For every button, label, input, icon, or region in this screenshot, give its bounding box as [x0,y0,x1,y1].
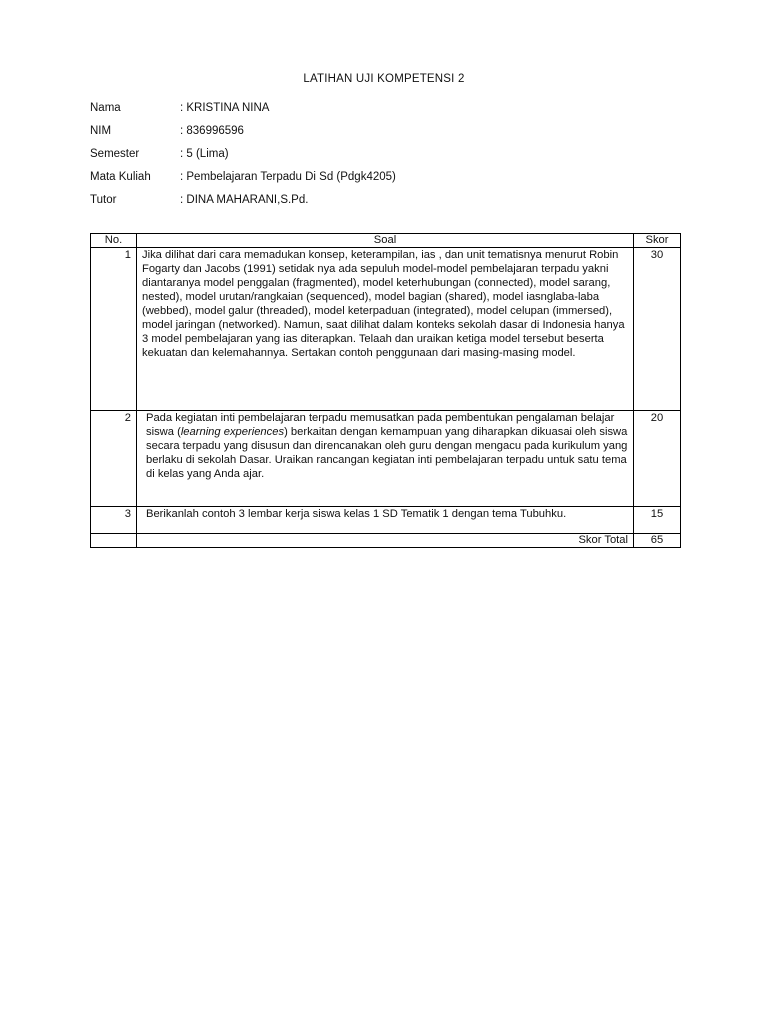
question-score: 20 [634,411,681,507]
info-row-mata-kuliah [90,165,396,188]
info-label: NIM [90,124,112,137]
info-row-tutor [90,188,396,211]
info-value: : 836996596 [180,124,244,137]
header-skor: Skor [634,234,681,248]
question-text-italic: learning experiences [180,426,285,438]
question-number: 2 [91,411,137,507]
info-label: Mata Kuliah [90,170,151,183]
question-number: 1 [91,248,137,411]
question-text-cell [137,507,634,534]
info-value: : DINA MAHARANI,S.Pd. [180,193,309,206]
total-value: 65 [634,534,681,548]
question-text: Berikanlah contoh 3 lembar kerja siswa kelas 1 SD Tematik 1 dengan tema Tubuhku. [146,508,567,520]
info-row-nama [90,96,396,119]
student-info [90,96,396,211]
info-label: Semester [90,147,140,160]
table-row [91,507,681,534]
question-text-part: Pada kegiatan inti pembelajaran terpadu memusatkan pada pembentukan pengalaman belajar siswa ( [146,412,615,438]
question-number: 3 [91,507,137,534]
table-row [91,411,681,507]
total-label: Skor Total [137,534,634,548]
total-row [91,534,681,548]
question-text-cell [137,248,634,411]
question-score: 15 [634,507,681,534]
question-table [90,233,681,548]
page-title: LATIHAN UJI KOMPETENSI 2 [303,73,465,85]
info-row-nim [90,119,396,142]
question-text-part: ) berkaitan dengan kemampuan yang diharapkan dikuasai oleh siswa secara terpadu yang disusun dan direncanakan oleh guru dengan mengacu pada kurikulum yang berlaku di sekolah Dasar. Uraikan rancangan kegiatan inti pembelajaran terpadu untuk satu tema di kelas yang Anda ajar. [146,426,628,480]
table-header-row [91,234,681,248]
info-value: : KRISTINA NINA [180,101,270,114]
info-label: Tutor [90,193,117,206]
info-row-semester [90,142,396,165]
info-value: : 5 (Lima) [180,147,229,160]
header-no: No. [91,234,137,248]
table-row [91,248,681,411]
info-label: Nama [90,101,121,114]
question-text-cell [137,411,634,507]
info-value: : Pembelajaran Terpadu Di Sd (Pdgk4205) [180,170,396,183]
header-soal: Soal [137,234,634,248]
question-text [142,411,628,481]
question-text: Jika dilihat dari cara memadukan konsep, keterampilan, ias , dan unit tematisnya menurut Robin Fogarty dan Jacobs (1991) setidak nya ada sepuluh model-model pembelajaran terpadu yakni diantaranya model penggalan (fragmented), model keterhubungan (connected), model sarang, nested), model urutan/rangkaian (sequenced), model bagian (shared), model iasnglaba-laba (webbed), model galur (threaded), model keterpaduan (integrated), model celupan (immersed), model jaringan (networked). Namun, saat dilihat dalam konteks sekolah dasar di Indonesia hanya 3 model pembelajaran yang ias diterapkan. Telaah dan uraikan ketiga model tersebut beserta kekuatan dan kelemahannya. Sertakan contoh penggunaan dari masing-masing model. [142,249,625,359]
total-empty-cell [91,534,137,548]
question-score: 30 [634,248,681,411]
